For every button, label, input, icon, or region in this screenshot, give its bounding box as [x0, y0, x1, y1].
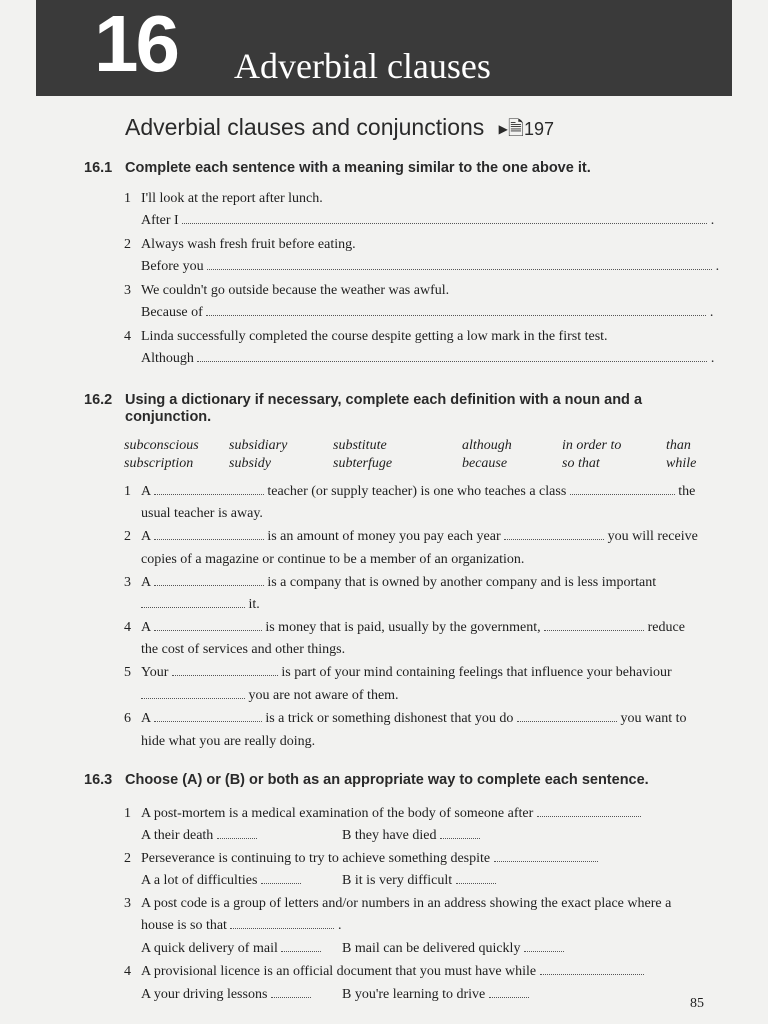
unit-title: Adverbial clauses	[234, 46, 491, 86]
item-continuation: you are not aware of them.	[141, 687, 725, 705]
exercise-item: 4 A is money that is paid, usually by the government, reduce	[124, 620, 685, 635]
option-a[interactable]: A a lot of difficulties	[141, 873, 258, 888]
answer-prompt: Although	[141, 351, 194, 366]
answer-blank[interactable]	[182, 212, 707, 224]
answer-blank[interactable]	[207, 258, 712, 270]
item-continuation: hide what you are really doing.	[141, 734, 316, 749]
exercise-item: 2 Perseverance is continuing to try to achieve something despite	[124, 850, 708, 868]
exercise-item: 4 Linda successfully completed the course despite getting a low mark in the first test.	[124, 329, 608, 344]
word-box-entry: although	[462, 438, 512, 453]
answer-blank[interactable]	[154, 574, 264, 586]
item-sentence: We couldn't go outside because the weather was awful.	[141, 283, 450, 298]
answer-blank[interactable]	[517, 710, 617, 722]
arrow-right-icon: ▶	[498, 122, 508, 136]
answer-prompt: Because of	[141, 305, 203, 320]
answer-line: Before you .	[141, 259, 720, 274]
word-box-entry: substitute	[333, 438, 387, 453]
option-b[interactable]: B it is very difficult	[342, 873, 453, 888]
option-a[interactable]: A quick delivery of mail	[141, 941, 278, 956]
answer-blank[interactable]	[440, 827, 480, 839]
choice-line	[342, 872, 642, 890]
answer-blank[interactable]	[494, 850, 598, 862]
exercise-16-1-heading	[84, 160, 685, 177]
exercise-16-3-heading	[84, 772, 685, 789]
answer-blank[interactable]	[544, 619, 644, 631]
exercise-item: 3 A is a company that is owned by another company and is less important	[124, 575, 657, 590]
answer-blank[interactable]	[230, 917, 334, 929]
unit-number: 16	[94, 0, 177, 88]
word-box-entry: while	[666, 456, 697, 471]
answer-line: Although .	[141, 351, 715, 366]
answer-blank[interactable]	[141, 687, 245, 699]
answer-blank[interactable]	[154, 483, 264, 495]
exercise-item: 2 A is an amount of money you pay each year you will receive	[124, 529, 698, 544]
exercise-instruction: Using a dictionary if necessary, complete each definition with a noun and a conjunction.	[125, 392, 643, 425]
item-continuation: the cost of services and other things.	[141, 642, 346, 657]
answer-blank[interactable]	[537, 805, 641, 817]
option-b[interactable]: B mail can be delivered quickly	[342, 941, 521, 956]
word-box-entry: because	[462, 456, 508, 471]
exercise-item: 6 A is a trick or something dishonest that you do you want to	[124, 711, 687, 726]
exercise-item: 3 We couldn't go outside because the weather was awful.	[124, 283, 450, 298]
answer-blank[interactable]	[206, 304, 706, 316]
word-box-entry: than	[666, 438, 691, 453]
answer-blank[interactable]	[197, 350, 707, 362]
answer-prompt: After I	[141, 213, 179, 228]
choice-line	[342, 940, 642, 958]
answer-blank[interactable]	[141, 596, 245, 608]
section-heading	[125, 114, 554, 148]
exercise-item: 1 I'll look at the report after lunch.	[124, 191, 323, 206]
item-continuation: it.	[141, 596, 725, 614]
page-number: 85	[690, 996, 704, 1011]
option-a[interactable]: A their death	[141, 828, 214, 843]
word-box-entry: subconscious	[124, 438, 199, 453]
answer-blank[interactable]	[524, 940, 564, 952]
item-sentence: Linda successfully completed the course despite getting a low mark in the first test.	[141, 329, 608, 344]
answer-blank[interactable]	[504, 528, 604, 540]
exercise-item: 2 Always wash fresh fruit before eating.	[124, 237, 356, 252]
answer-blank[interactable]	[217, 827, 257, 839]
option-a[interactable]: A your driving lessons	[141, 987, 268, 1002]
exercise-number: 16.1	[84, 160, 113, 176]
exercise-item: 3 A post code is a group of letters and/or numbers in an address showing the exact place where a	[124, 896, 672, 911]
choice-line	[342, 986, 642, 1004]
answer-prompt: Before you	[141, 259, 204, 274]
answer-blank[interactable]	[456, 872, 496, 884]
answer-blank[interactable]	[271, 986, 311, 998]
choice-line	[342, 827, 642, 845]
exercise-number: 16.2	[84, 392, 113, 408]
exercise-item: 1 A teacher (or supply teacher) is one who teaches a class the	[124, 484, 696, 499]
item-sentence: Always wash fresh fruit before eating.	[141, 237, 356, 252]
answer-blank[interactable]	[261, 872, 301, 884]
exercise-item: 1 A post-mortem is a medical examination of the body of someone after	[124, 805, 708, 823]
word-box-entry: subterfuge	[333, 456, 393, 471]
book-reference-icon: 🗎	[507, 118, 524, 140]
answer-line: After I .	[141, 213, 715, 228]
option-b[interactable]: B you're learning to drive	[342, 987, 486, 1002]
item-continuation: copies of a magazine or continue to be a member of an organization.	[141, 552, 525, 567]
exercise-16-2-heading	[84, 392, 685, 426]
answer-blank[interactable]	[540, 963, 644, 975]
exercise-instruction: Complete each sentence with a meaning similar to the one above it.	[125, 160, 591, 176]
item-continuation: usual teacher is away.	[141, 506, 263, 521]
word-box-entry: so that	[562, 456, 600, 471]
answer-blank[interactable]	[154, 528, 264, 540]
answer-blank[interactable]	[154, 619, 262, 631]
section-title: Adverbial clauses and conjunctions	[125, 114, 485, 140]
answer-line: Because of .	[141, 305, 714, 320]
item-continuation: house is so that .	[141, 918, 342, 933]
item-sentence: I'll look at the report after lunch.	[141, 191, 323, 206]
exercise-instruction: Choose (A) or (B) or both as an appropriate way to complete each sentence.	[125, 772, 649, 788]
answer-blank[interactable]	[172, 664, 278, 676]
word-box-entry: subscription	[124, 456, 194, 471]
word-box-entry: in order to	[562, 438, 622, 453]
answer-blank[interactable]	[489, 986, 529, 998]
word-box-entry: subsidiary	[229, 438, 288, 453]
answer-blank[interactable]	[154, 710, 262, 722]
word-box-entry: subsidy	[229, 456, 271, 471]
option-b[interactable]: B they have died	[342, 828, 437, 843]
exercise-item: 4 A provisional licence is an official document that you must have while	[124, 963, 708, 981]
answer-blank[interactable]	[281, 940, 321, 952]
exercise-number: 16.3	[84, 772, 113, 788]
exercise-item: 5 Your is part of your mind containing feelings that influence your behaviour	[124, 665, 672, 680]
answer-blank[interactable]	[570, 483, 675, 495]
grammar-reference[interactable]	[499, 119, 554, 139]
reference-page: 197	[524, 119, 555, 139]
